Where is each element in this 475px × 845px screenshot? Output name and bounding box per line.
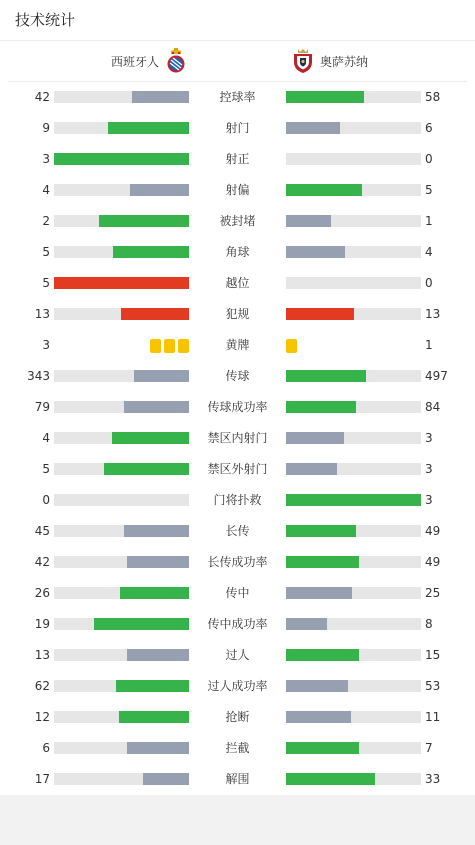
away-stat-bar bbox=[286, 122, 340, 134]
stat-label: 传中 bbox=[225, 586, 250, 600]
stat-label: 黄牌 bbox=[225, 338, 250, 352]
stat-row bbox=[0, 640, 475, 671]
away-stat-bar bbox=[286, 370, 366, 382]
stat-label: 犯规 bbox=[225, 307, 250, 321]
away-stat-bar bbox=[286, 711, 351, 723]
away-stat-value: 13 bbox=[425, 307, 441, 321]
away-stat-bar-track bbox=[286, 432, 421, 444]
away-stat-value: 3 bbox=[425, 462, 433, 476]
away-stat-value: 25 bbox=[425, 586, 441, 600]
away-stat-bar-track bbox=[286, 215, 421, 227]
away-stat-bar-track bbox=[286, 556, 421, 568]
stat-label: 射偏 bbox=[225, 183, 250, 197]
home-team-name: 西班牙人 bbox=[110, 54, 159, 69]
stat-label: 抢断 bbox=[225, 710, 250, 724]
home-stat-value: 17 bbox=[34, 772, 50, 786]
away-stat-bar-track bbox=[286, 153, 421, 165]
away-stat-bar bbox=[286, 308, 354, 320]
espanyol-crest-icon bbox=[165, 48, 187, 74]
home-stat-bar-track bbox=[54, 91, 189, 103]
away-stat-bar-track bbox=[286, 463, 421, 475]
away-stat-bar-track bbox=[286, 618, 421, 630]
away-stat-bar-track bbox=[286, 308, 421, 320]
home-stat-bar-track bbox=[54, 215, 189, 227]
home-stat-bar bbox=[120, 587, 189, 599]
yellow-card-icon bbox=[286, 339, 297, 353]
stat-label: 禁区内射门 bbox=[207, 431, 268, 445]
away-stat-bar bbox=[286, 246, 345, 258]
home-stat-bar bbox=[119, 711, 189, 723]
home-team bbox=[111, 41, 187, 81]
home-stat-bar-track bbox=[54, 525, 189, 537]
home-stat-bar-track bbox=[54, 773, 189, 785]
home-stat-bar-track bbox=[54, 370, 189, 382]
away-stat-bar-track bbox=[286, 122, 421, 134]
stat-label: 门将扑救 bbox=[213, 493, 262, 507]
away-stat-bar bbox=[286, 742, 359, 754]
away-stat-bar-track bbox=[286, 680, 421, 692]
home-stat-bar bbox=[104, 463, 189, 475]
away-stat-value: 8 bbox=[425, 617, 433, 631]
stat-label: 射门 bbox=[225, 121, 250, 135]
away-stat-bar bbox=[286, 494, 421, 506]
away-stat-value: 49 bbox=[425, 524, 441, 538]
away-stat-bar-track bbox=[286, 246, 421, 258]
home-stat-bar-track bbox=[54, 742, 189, 754]
stat-row bbox=[0, 764, 475, 795]
home-stat-bar bbox=[127, 649, 189, 661]
yellow-card-icon bbox=[164, 339, 175, 353]
away-stat-value: 1 bbox=[425, 214, 433, 228]
stat-row bbox=[0, 485, 475, 516]
away-stat-bar bbox=[286, 587, 352, 599]
home-yellow-cards bbox=[150, 339, 189, 353]
away-stat-value: 84 bbox=[425, 400, 441, 414]
stat-label: 传中成功率 bbox=[207, 617, 268, 631]
home-stat-value: 42 bbox=[34, 90, 50, 104]
away-stat-bar bbox=[286, 215, 331, 227]
away-stat-value: 53 bbox=[425, 679, 441, 693]
home-stat-bar-track bbox=[54, 277, 189, 289]
home-stat-bar-track bbox=[54, 463, 189, 475]
home-stat-bar bbox=[132, 91, 189, 103]
away-stat-value: 497 bbox=[425, 369, 448, 383]
stat-label: 被封堵 bbox=[219, 214, 256, 228]
away-stat-bar-track bbox=[286, 711, 421, 723]
away-stat-bar-track bbox=[286, 370, 421, 382]
home-stat-bar bbox=[124, 401, 189, 413]
home-stat-bar-track bbox=[54, 494, 189, 506]
home-stat-bar bbox=[130, 184, 189, 196]
home-stat-bar bbox=[127, 556, 189, 568]
home-stat-bar bbox=[143, 773, 189, 785]
home-stat-value: 13 bbox=[34, 648, 50, 662]
away-stat-bar-track bbox=[286, 773, 421, 785]
away-stat-bar-track bbox=[286, 649, 421, 661]
home-stat-value: 2 bbox=[42, 214, 50, 228]
stat-label: 长传成功率 bbox=[207, 555, 268, 569]
away-stat-bar-track bbox=[286, 91, 421, 103]
stat-row bbox=[0, 330, 475, 361]
stat-row bbox=[0, 702, 475, 733]
away-stat-bar-track bbox=[286, 742, 421, 754]
stat-label: 角球 bbox=[225, 245, 250, 259]
stat-row bbox=[0, 361, 475, 392]
home-stat-bar bbox=[94, 618, 189, 630]
away-stat-bar-track bbox=[286, 494, 421, 506]
stat-row bbox=[0, 175, 475, 206]
home-stat-bar bbox=[54, 277, 189, 289]
home-stat-value: 6 bbox=[42, 741, 50, 755]
home-stat-value: 3 bbox=[42, 152, 50, 166]
home-stat-value: 13 bbox=[34, 307, 50, 321]
away-stat-value: 3 bbox=[425, 431, 433, 445]
stat-label: 禁区外射门 bbox=[207, 462, 268, 476]
away-stat-bar bbox=[286, 649, 359, 661]
home-stat-value: 343 bbox=[27, 369, 50, 383]
stat-label: 传球 bbox=[225, 369, 250, 383]
away-stat-value: 1 bbox=[425, 338, 433, 352]
home-stat-bar bbox=[112, 432, 189, 444]
home-stat-value: 19 bbox=[34, 617, 50, 631]
home-stat-value: 42 bbox=[34, 555, 50, 569]
away-stat-bar bbox=[286, 525, 356, 537]
stat-row bbox=[0, 268, 475, 299]
home-stat-bar bbox=[54, 153, 189, 165]
away-stat-bar bbox=[286, 773, 375, 785]
stat-row bbox=[0, 237, 475, 268]
stat-row bbox=[0, 609, 475, 640]
stat-row bbox=[0, 113, 475, 144]
home-stat-value: 62 bbox=[34, 679, 50, 693]
home-stat-bar-track bbox=[54, 122, 189, 134]
away-stat-bar-track bbox=[286, 587, 421, 599]
stat-row bbox=[0, 144, 475, 175]
home-stat-value: 5 bbox=[42, 462, 50, 476]
home-stat-bar-track bbox=[54, 153, 189, 165]
home-stat-bar bbox=[127, 742, 189, 754]
home-stat-value: 4 bbox=[42, 183, 50, 197]
home-stat-bar-track bbox=[54, 556, 189, 568]
stat-row bbox=[0, 516, 475, 547]
away-stat-bar bbox=[286, 556, 359, 568]
away-stat-bar bbox=[286, 91, 364, 103]
home-stat-bar bbox=[99, 215, 189, 227]
stat-row bbox=[0, 423, 475, 454]
page-title: 技术统计 bbox=[15, 11, 76, 29]
away-stat-bar bbox=[286, 680, 348, 692]
away-stat-bar bbox=[286, 184, 362, 196]
away-stat-value: 11 bbox=[425, 710, 441, 724]
home-stat-bar-track bbox=[54, 184, 189, 196]
stats-list bbox=[0, 82, 475, 795]
stat-label: 传球成功率 bbox=[207, 400, 268, 414]
away-stat-value: 6 bbox=[425, 121, 433, 135]
home-stat-value: 45 bbox=[34, 524, 50, 538]
home-stat-bar-track bbox=[54, 401, 189, 413]
stat-label: 过人成功率 bbox=[207, 679, 268, 693]
stat-label: 拦截 bbox=[225, 741, 250, 755]
away-stat-value: 0 bbox=[425, 152, 433, 166]
stat-row bbox=[0, 547, 475, 578]
away-stat-bar bbox=[286, 401, 356, 413]
home-stat-value: 0 bbox=[42, 493, 50, 507]
home-stat-bar-track bbox=[54, 432, 189, 444]
away-stat-bar bbox=[286, 463, 337, 475]
away-stat-value: 3 bbox=[425, 493, 433, 507]
yellow-card-icon bbox=[150, 339, 161, 353]
osasuna-crest-icon bbox=[292, 48, 314, 74]
stat-row bbox=[0, 206, 475, 237]
away-stat-bar-track bbox=[286, 525, 421, 537]
home-stat-bar-track bbox=[54, 587, 189, 599]
home-stat-bar bbox=[124, 525, 189, 537]
away-stat-value: 5 bbox=[425, 183, 433, 197]
away-stat-bar-track bbox=[286, 277, 421, 289]
home-stat-bar bbox=[113, 246, 189, 258]
home-stat-value: 5 bbox=[42, 276, 50, 290]
stat-label: 过人 bbox=[225, 648, 250, 662]
home-stat-bar bbox=[116, 680, 189, 692]
home-stat-value: 79 bbox=[34, 400, 50, 414]
away-team-name: 奥萨苏纳 bbox=[320, 54, 369, 69]
away-team bbox=[292, 41, 368, 81]
home-stat-bar-track bbox=[54, 649, 189, 661]
home-stat-value: 9 bbox=[42, 121, 50, 135]
away-stat-value: 58 bbox=[425, 90, 441, 104]
home-stat-bar-track bbox=[54, 680, 189, 692]
teams-header bbox=[0, 41, 475, 81]
stat-row bbox=[0, 671, 475, 702]
home-stat-bar-track bbox=[54, 308, 189, 320]
away-stat-bar-track bbox=[286, 184, 421, 196]
home-stat-bar-track bbox=[54, 246, 189, 258]
stat-label: 解围 bbox=[225, 772, 250, 786]
stat-label: 控球率 bbox=[219, 90, 256, 104]
home-stat-bar bbox=[121, 308, 189, 320]
away-stat-value: 4 bbox=[425, 245, 433, 259]
away-stat-value: 0 bbox=[425, 276, 433, 290]
home-stat-bar-track bbox=[54, 711, 189, 723]
home-stat-value: 4 bbox=[42, 431, 50, 445]
away-stat-bar bbox=[286, 432, 344, 444]
home-stat-value: 5 bbox=[42, 245, 50, 259]
stat-label: 长传 bbox=[225, 524, 250, 538]
stat-row bbox=[0, 82, 475, 113]
away-stat-bar-track bbox=[286, 401, 421, 413]
away-stat-value: 7 bbox=[425, 741, 433, 755]
away-stat-value: 33 bbox=[425, 772, 441, 786]
stat-label: 越位 bbox=[225, 276, 250, 290]
away-stat-value: 49 bbox=[425, 555, 441, 569]
stat-row bbox=[0, 454, 475, 485]
home-stat-value: 3 bbox=[42, 338, 50, 352]
stat-label: 射正 bbox=[225, 152, 250, 166]
home-stat-bar bbox=[108, 122, 189, 134]
home-stat-bar bbox=[134, 370, 189, 382]
home-stat-bar-track bbox=[54, 618, 189, 630]
stat-row bbox=[0, 578, 475, 609]
home-stat-value: 12 bbox=[34, 710, 50, 724]
stat-row bbox=[0, 733, 475, 764]
away-yellow-cards bbox=[286, 339, 297, 353]
stat-row bbox=[0, 392, 475, 423]
stat-row bbox=[0, 299, 475, 330]
away-stat-bar bbox=[286, 618, 327, 630]
yellow-card-icon bbox=[178, 339, 189, 353]
away-stat-value: 15 bbox=[425, 648, 441, 662]
home-stat-value: 26 bbox=[34, 586, 50, 600]
